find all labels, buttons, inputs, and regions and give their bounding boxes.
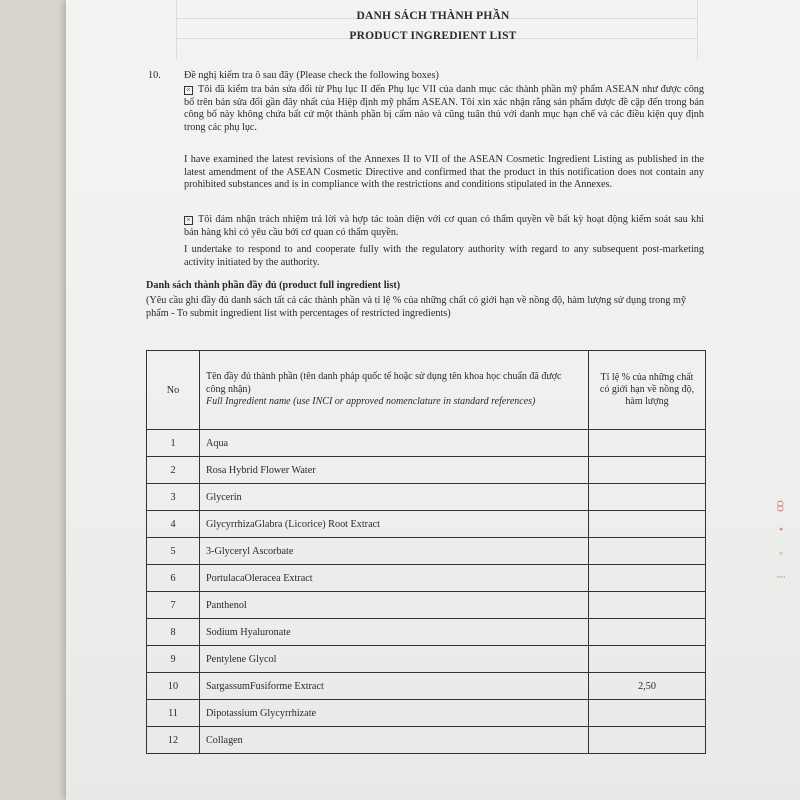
cell-no: 8 <box>147 619 200 646</box>
table-row <box>147 430 706 457</box>
cell-no: 2 <box>147 457 200 484</box>
cell-no: 6 <box>147 565 200 592</box>
cell-name: 3-Glyceryl Ascorbate <box>200 538 589 565</box>
cell-pct <box>589 511 706 538</box>
table-row <box>147 457 706 484</box>
cell-pct <box>589 619 706 646</box>
table-row <box>147 727 706 754</box>
cell-no: 7 <box>147 592 200 619</box>
ingredient-table <box>146 350 706 754</box>
header-percentage: Tỉ lệ % của những chất có giới hạn về nồng độ, hàm lượng <box>589 351 706 430</box>
cell-no: 4 <box>147 511 200 538</box>
cell-pct <box>589 484 706 511</box>
check-item-2-en: I undertake to respond to and cooperate fully with the regulatory authority with regard to any subsequent post-marketing activity initiated by the authority. <box>184 244 704 268</box>
cell-pct <box>589 457 706 484</box>
cell-name: Glycerin <box>200 484 589 511</box>
cell-pct: 2,50 <box>589 673 706 700</box>
cell-name: Sodium Hyaluronate <box>200 619 589 646</box>
cell-name: PortulacaOleracea Extract <box>200 565 589 592</box>
table-row <box>147 484 706 511</box>
cell-name: Panthenol <box>200 592 589 619</box>
cell-name: Rosa Hybrid Flower Water <box>200 457 589 484</box>
table-body <box>147 430 706 754</box>
ingredient-list-note: (Yêu cầu ghi đầy đủ danh sách tất cả các thành phần và tỉ lệ % của những chất có giới hạn về nồng độ, hàm lượng sử dụng trong mỹ phẩm - To submit ingredient list with percentages of restricted ingredients) <box>146 295 686 319</box>
table-row <box>147 538 706 565</box>
cell-no: 3 <box>147 484 200 511</box>
cell-no: 5 <box>147 538 200 565</box>
table-row <box>147 592 706 619</box>
cell-pct <box>589 592 706 619</box>
cell-pct <box>589 538 706 565</box>
header-name: Tên đầy đủ thành phần (tên danh pháp quốc tế hoặc sử dụng tên khoa học chuẩn đã được công nhận) Full Ingredient name (use INCI or approved nomenclature in standard references) <box>200 351 589 430</box>
ingredient-list-heading: Danh sách thành phần đầy đủ (product full ingredient list) <box>146 280 401 291</box>
table-row <box>147 511 706 538</box>
table-row <box>147 565 706 592</box>
check-item-1-vi: × Tôi đã kiểm tra bản sửa đổi từ Phụ lục II đến Phụ lục VII của danh mục các thành phần mỹ phẩm ASEAN như được công bố trên bản sửa đổi gần đây nhất của Hiệp định mỹ phẩm ASEAN. Tôi xin xác nhận rằng sản phẩm được đề cập đến trong bản công bố này không chứa bất cứ một thành phần bị cấm nào và cũng tuân thủ với danh mục hạn chế và các điều kiện quy định trong các phụ lục. <box>184 84 704 133</box>
cell-name: Collagen <box>200 727 589 754</box>
table-header-row <box>147 351 706 430</box>
table-row <box>147 673 706 700</box>
checked-box-icon: × <box>184 216 193 225</box>
cell-no: 12 <box>147 727 200 754</box>
cell-name: Dipotassium Glycyrrhizate <box>200 700 589 727</box>
section-heading: Đề nghị kiểm tra ô sau đây (Please check the following boxes) <box>184 70 439 81</box>
section-number: 10. <box>148 70 161 81</box>
check-item-2-vi: × Tôi đảm nhận trách nhiệm trả lời và hợp tác toàn diện với cơ quan có thẩm quyền về bất kỳ hoạt động kiểm soát sau khi bán hàng khi có yêu cầu bởi cơ quan có thẩm quyền. <box>184 214 704 238</box>
document-title-vi: DANH SÁCH THÀNH PHẦN <box>356 10 510 22</box>
cell-pct <box>589 430 706 457</box>
cell-name: SargassumFusiforme Extract <box>200 673 589 700</box>
cell-pct <box>589 700 706 727</box>
table-row <box>147 619 706 646</box>
document-title-en: PRODUCT INGREDIENT LIST <box>349 30 517 42</box>
cell-name: Aqua <box>200 430 589 457</box>
table-row <box>147 700 706 727</box>
check-item-1-en: I have examined the latest revisions of the Annexes II to VII of the ASEAN Cosmetic Ingredient Listing as published in the latest amendment of the ASEAN Cosmetic Directive and confirmed that the product in this notification does not contain any prohibited substances and is in compliance with the restrictions and conditions stipulated in the Annexes. <box>184 154 704 191</box>
cell-no: 10 <box>147 673 200 700</box>
cell-pct <box>589 727 706 754</box>
cell-no: 9 <box>147 646 200 673</box>
cell-name: GlycyrrhizaGlabra (Licorice) Root Extract <box>200 511 589 538</box>
cell-name: Pentylene Glycol <box>200 646 589 673</box>
cell-no: 1 <box>147 430 200 457</box>
table-row <box>147 646 706 673</box>
cell-pct <box>589 646 706 673</box>
header-no: No <box>147 351 200 430</box>
document-page <box>66 0 800 800</box>
cell-pct <box>589 565 706 592</box>
checked-box-icon: × <box>184 86 193 95</box>
cell-no: 11 <box>147 700 200 727</box>
red-stamp-mark: ꝏ • ◦ ⁞ <box>774 500 788 585</box>
